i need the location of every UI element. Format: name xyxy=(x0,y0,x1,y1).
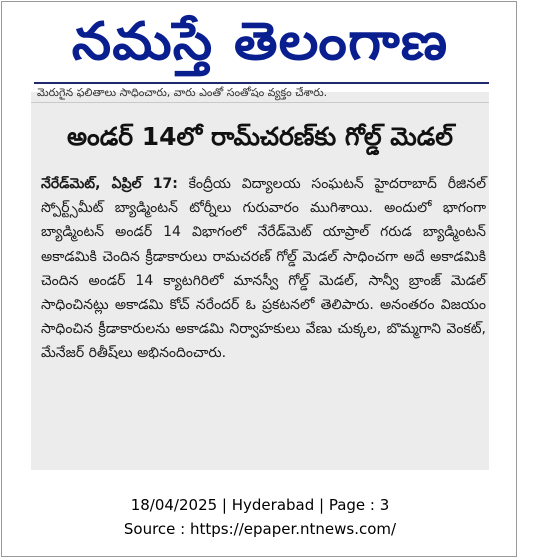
newspaper-masthead: నమస్తే తెలంగాణ xyxy=(71,11,449,72)
footer-date-line: 18/04/2025 | Hyderabad | Page : 3 xyxy=(130,496,390,514)
masthead-divider xyxy=(34,82,489,84)
article-headline: అండర్ 14లో రామ్‌చరణ్‌కు గోల్డ్ మెడల్ xyxy=(67,122,453,151)
footer-source-line: Source : https://epaper.ntnews.com/ xyxy=(123,520,397,538)
article-text: కేంద్రీయ విద్యాలయ సంఘటన్ హైదరాబాద్ రీజినల్ స్పోర్ట్స్‌మీట్ బ్యాడ్మింటన్ టోర్నీలు గురువారం ముగిశాయి. అందులో భాగంగా బ్యాడ్మింటన్ అండర్ 14 విభాగంలో నేరేడ్‌మెట్ యాప్రాల్ గరుడ బ్యాడ్మింటన్ అకాడమికి చెందిన క్రీడాకారులు రామచరణ్ గోల్డ్ మెడల్ సాధించగా అదే అకాడమికి చెందిన అండర్ 14 క్యాటగిరిలో మానస్వీ గోల్డ్ మెడల్, సాన్వీ బ్రాంజ్ మెడల్ సాధించినట్లు అకాడమి కోచ్ నరేందర్ ఓ ప్రకటనలో తెలిపారు. అనంతరం విజయం సాధించిన క్రీడాకారులను అకాడమి నిర్వాహకులు వేణు చుక్కల, బొమ్మగాని వెంకట్, మేనేజర్ రితీష్‌లు అభినందించారు. xyxy=(41,176,487,362)
article-body xyxy=(41,172,486,366)
clipping-divider xyxy=(31,102,489,103)
article-dateline: నేరేడ్‌మెట్, ఏప్రిల్ 17: xyxy=(41,176,178,192)
previous-article-fragment: మెరుగైన ఫలితాలు సాధించారు, వారు ఎంతో సంతోషం వ్యక్తం చేశారు. xyxy=(37,86,328,99)
article-clipping xyxy=(31,86,489,470)
